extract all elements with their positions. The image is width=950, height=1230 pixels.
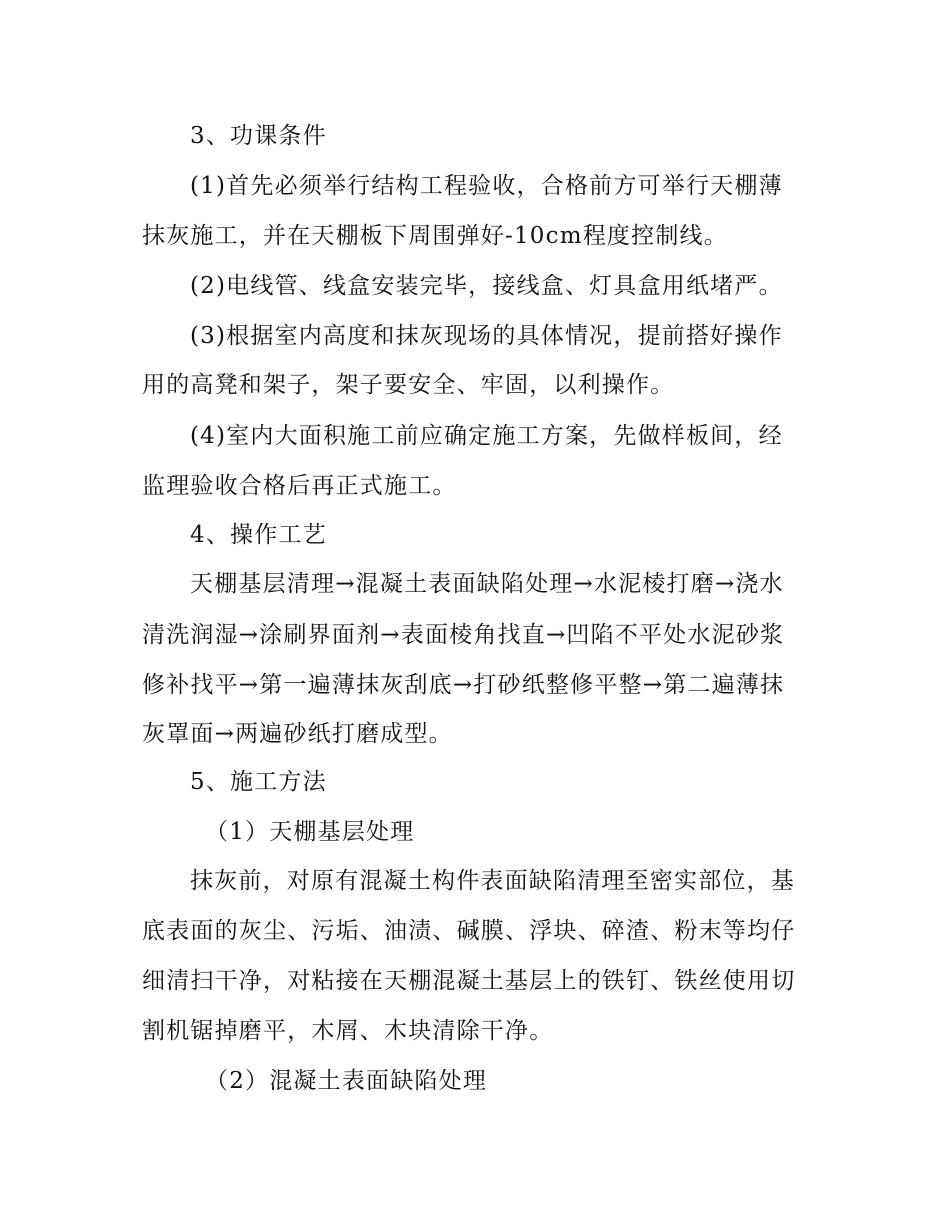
paragraph-line: 修补找平→第一遍薄抹灰刮底→打砂纸整修平整→第二遍薄抹 — [142, 672, 785, 698]
subheading-concrete-defect-treatment: （2）混凝土表面缺陷处理 — [205, 1068, 488, 1094]
paragraph-line: (1)首先必须举行结构工程验收，合格前方可举行天棚薄 — [190, 173, 783, 199]
paragraph-line: (4)室内大面积施工前应确定施工方案，先做样板间，经 — [190, 423, 783, 449]
paragraph-line: 抹灰施工，并在天棚板下周围弹好-10cm程度控制线。 — [142, 223, 728, 249]
paragraph-line: 监理验收合格后再正式施工。 — [142, 473, 457, 499]
heading-operation-process: 4、操作工艺 — [190, 522, 327, 548]
paragraph-line: 天棚基层清理→混凝土表面缺陷处理→水泥棱打磨→浇水 — [190, 571, 784, 597]
paragraph-line: (2)电线管、线盒安装完毕，接线盒、灯具盒用纸堵严。 — [190, 273, 783, 299]
paragraph-line: 细清扫干净，对粘接在天棚混凝土基层上的铁钉、铁丝使用切 — [142, 968, 796, 994]
paragraph-line: 底表面的灰尘、污垢、油渍、碱膜、浮块、碎渣、粉末等均仔 — [142, 918, 796, 944]
paragraph-line: 用的高凳和架子，架子要安全、牢固，以利操作。 — [142, 372, 675, 398]
paragraph-line: (3)根据室内高度和抹灰现场的具体情况，提前搭好操作 — [190, 323, 783, 349]
paragraph-line: 割机锯掉磨平，木屑、木块清除干净。 — [142, 1018, 554, 1044]
subheading-ceiling-base-treatment: （1）天棚基层处理 — [205, 819, 415, 845]
heading-construction-method: 5、施工方法 — [190, 769, 327, 795]
paragraph-line: 清洗润湿→涂刷界面剂→表面棱角找直→凹陷不平处水泥砂浆 — [142, 622, 785, 648]
paragraph-line: 灰罩面→两遍砂纸打磨成型。 — [142, 721, 453, 747]
heading-work-conditions: 3、功课条件 — [190, 123, 327, 149]
paragraph-line: 抹灰前，对原有混凝土构件表面缺陷清理至密实部位，基 — [190, 868, 795, 894]
